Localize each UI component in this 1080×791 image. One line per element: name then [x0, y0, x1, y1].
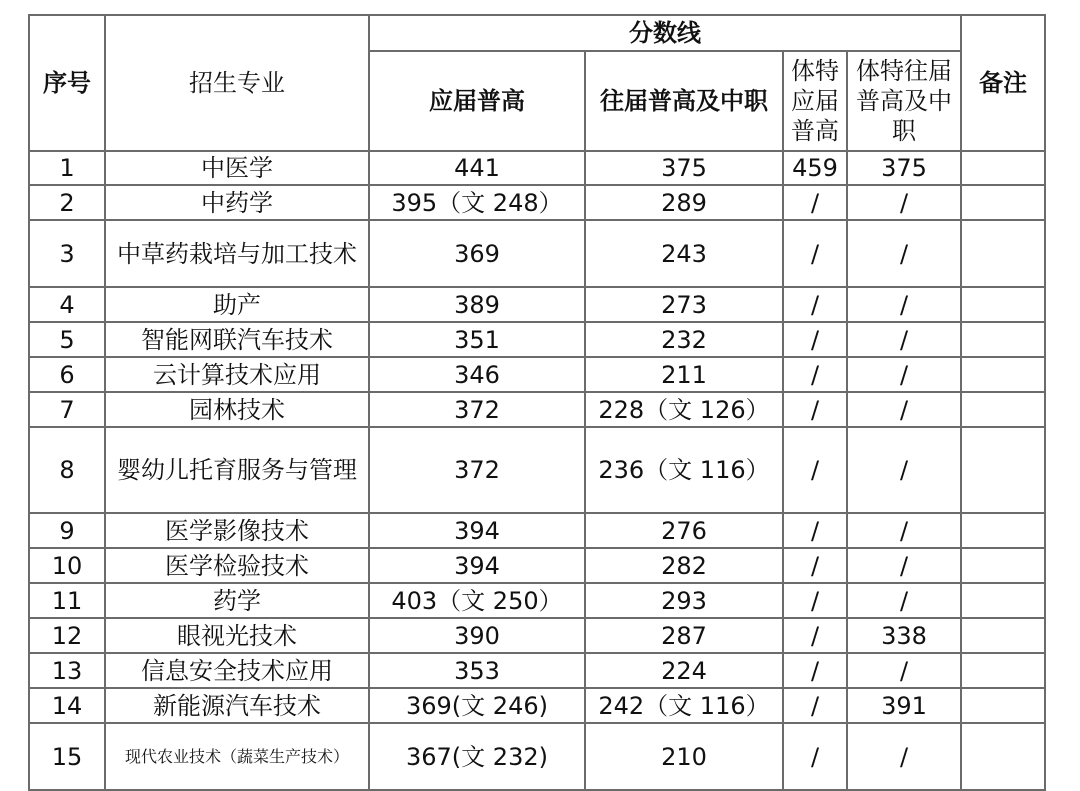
table-row	[29, 513, 1045, 548]
cell-major: 医学影像技术	[105, 513, 369, 548]
cell-sports-past-hs-vocational: 391	[847, 688, 961, 723]
cell-seq: 12	[29, 618, 105, 653]
cell-major: 现代农业技术（蔬菜生产技术）	[105, 723, 369, 790]
cell-past-hs-vocational: 232	[585, 322, 783, 357]
cell-sports-current-hs: /	[783, 688, 847, 723]
cell-sports-current-hs: /	[783, 723, 847, 790]
cell-current-hs: 394	[369, 513, 585, 548]
cell-remarks	[961, 287, 1045, 322]
cell-current-hs: 394	[369, 548, 585, 583]
cell-seq: 7	[29, 392, 105, 427]
cell-sports-past-hs-vocational: /	[847, 185, 961, 220]
cell-major: 中药学	[105, 185, 369, 220]
cell-sports-past-hs-vocational: /	[847, 357, 961, 392]
cell-sports-past-hs-vocational: /	[847, 287, 961, 322]
header-past-hs-vocational: 往届普高及中职	[585, 51, 783, 151]
cell-major: 药学	[105, 583, 369, 618]
cell-sports-current-hs: /	[783, 513, 847, 548]
cell-past-hs-vocational: 293	[585, 583, 783, 618]
cell-current-hs: 346	[369, 357, 585, 392]
cell-remarks	[961, 322, 1045, 357]
cell-remarks	[961, 151, 1045, 185]
cell-sports-past-hs-vocational: 375	[847, 151, 961, 185]
table-row	[29, 548, 1045, 583]
table-header	[29, 15, 1045, 151]
cell-seq: 11	[29, 583, 105, 618]
table-row	[29, 185, 1045, 220]
cell-remarks	[961, 220, 1045, 287]
cell-remarks	[961, 653, 1045, 688]
cell-current-hs: 369	[369, 220, 585, 287]
cell-current-hs: 372	[369, 392, 585, 427]
cell-remarks	[961, 427, 1045, 513]
cell-sports-past-hs-vocational: /	[847, 513, 961, 548]
cell-current-hs: 372	[369, 427, 585, 513]
header-major: 招生专业	[105, 15, 369, 151]
cell-current-hs: 369(文 246)	[369, 688, 585, 723]
cell-past-hs-vocational: 210	[585, 723, 783, 790]
cell-past-hs-vocational: 224	[585, 653, 783, 688]
cell-major: 助产	[105, 287, 369, 322]
cell-remarks	[961, 185, 1045, 220]
cell-remarks	[961, 357, 1045, 392]
cell-seq: 10	[29, 548, 105, 583]
cell-sports-current-hs: /	[783, 427, 847, 513]
cell-current-hs: 367(文 232)	[369, 723, 585, 790]
score-table	[28, 14, 1046, 791]
header-sports-current-hs: 体特应届普高	[783, 51, 847, 151]
cell-past-hs-vocational: 243	[585, 220, 783, 287]
cell-major: 医学检验技术	[105, 548, 369, 583]
cell-remarks	[961, 688, 1045, 723]
cell-sports-past-hs-vocational: /	[847, 220, 961, 287]
cell-sports-current-hs: /	[783, 583, 847, 618]
cell-sports-past-hs-vocational: /	[847, 653, 961, 688]
cell-current-hs: 395（文 248）	[369, 185, 585, 220]
table-row	[29, 287, 1045, 322]
cell-seq: 5	[29, 322, 105, 357]
cell-past-hs-vocational: 282	[585, 548, 783, 583]
cell-seq: 1	[29, 151, 105, 185]
cell-remarks	[961, 513, 1045, 548]
table-row	[29, 427, 1045, 513]
cell-sports-past-hs-vocational: /	[847, 583, 961, 618]
cell-major: 眼视光技术	[105, 618, 369, 653]
cell-sports-past-hs-vocational: /	[847, 548, 961, 583]
cell-seq: 8	[29, 427, 105, 513]
cell-sports-past-hs-vocational: 338	[847, 618, 961, 653]
cell-sports-past-hs-vocational: /	[847, 322, 961, 357]
cell-sports-current-hs: /	[783, 322, 847, 357]
cell-current-hs: 353	[369, 653, 585, 688]
cell-past-hs-vocational: 289	[585, 185, 783, 220]
cell-sports-current-hs: /	[783, 618, 847, 653]
cell-sports-current-hs: /	[783, 392, 847, 427]
cell-remarks	[961, 392, 1045, 427]
cell-sports-current-hs: /	[783, 185, 847, 220]
cell-current-hs: 389	[369, 287, 585, 322]
cell-sports-past-hs-vocational: /	[847, 723, 961, 790]
cell-sports-past-hs-vocational: /	[847, 392, 961, 427]
cell-remarks	[961, 618, 1045, 653]
cell-past-hs-vocational: 236（文 116）	[585, 427, 783, 513]
cell-seq: 15	[29, 723, 105, 790]
cell-seq: 6	[29, 357, 105, 392]
cell-major: 中医学	[105, 151, 369, 185]
table-row	[29, 220, 1045, 287]
cell-remarks	[961, 723, 1045, 790]
cell-past-hs-vocational: 228（文 126）	[585, 392, 783, 427]
cell-seq: 13	[29, 653, 105, 688]
table-body	[29, 151, 1045, 790]
cell-sports-current-hs: /	[783, 287, 847, 322]
cell-major: 园林技术	[105, 392, 369, 427]
cell-past-hs-vocational: 273	[585, 287, 783, 322]
cell-major: 云计算技术应用	[105, 357, 369, 392]
cell-seq: 9	[29, 513, 105, 548]
cell-remarks	[961, 548, 1045, 583]
cell-current-hs: 403（文 250）	[369, 583, 585, 618]
cell-sports-current-hs: /	[783, 357, 847, 392]
table-row	[29, 392, 1045, 427]
cell-sports-current-hs: /	[783, 548, 847, 583]
cell-major: 中草药栽培与加工技术	[105, 220, 369, 287]
header-seq: 序号	[29, 15, 105, 151]
header-remarks: 备注	[961, 15, 1045, 151]
header-score-line: 分数线	[369, 15, 961, 51]
cell-major: 智能网联汽车技术	[105, 322, 369, 357]
cell-major: 婴幼儿托育服务与管理	[105, 427, 369, 513]
cell-sports-current-hs: 459	[783, 151, 847, 185]
cell-current-hs: 390	[369, 618, 585, 653]
cell-seq: 3	[29, 220, 105, 287]
header-sports-past-hs-vocational: 体特往届普高及中职	[847, 51, 961, 151]
table-row	[29, 688, 1045, 723]
cell-past-hs-vocational: 375	[585, 151, 783, 185]
cell-past-hs-vocational: 242（文 116）	[585, 688, 783, 723]
table-row	[29, 151, 1045, 185]
cell-current-hs: 351	[369, 322, 585, 357]
table-row	[29, 723, 1045, 790]
table-row	[29, 653, 1045, 688]
cell-past-hs-vocational: 276	[585, 513, 783, 548]
table-row	[29, 357, 1045, 392]
table-row	[29, 583, 1045, 618]
table-row	[29, 618, 1045, 653]
cell-past-hs-vocational: 211	[585, 357, 783, 392]
cell-seq: 2	[29, 185, 105, 220]
cell-past-hs-vocational: 287	[585, 618, 783, 653]
cell-major: 新能源汽车技术	[105, 688, 369, 723]
cell-remarks	[961, 583, 1045, 618]
table-row	[29, 322, 1045, 357]
cell-sports-current-hs: /	[783, 653, 847, 688]
cell-major: 信息安全技术应用	[105, 653, 369, 688]
cell-seq: 4	[29, 287, 105, 322]
cell-current-hs: 441	[369, 151, 585, 185]
cell-seq: 14	[29, 688, 105, 723]
cell-sports-current-hs: /	[783, 220, 847, 287]
cell-sports-past-hs-vocational: /	[847, 427, 961, 513]
header-current-hs: 应届普高	[369, 51, 585, 151]
